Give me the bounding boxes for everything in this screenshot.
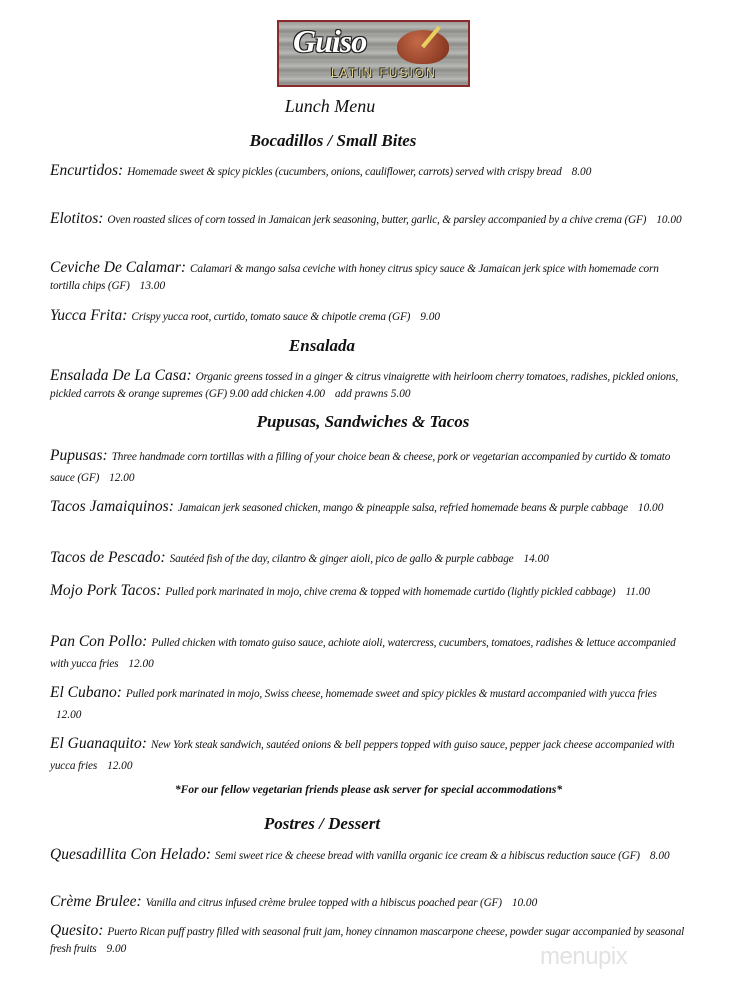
item-price: 8.00	[649, 850, 670, 862]
item-name: Tacos Jamaiquinos:	[50, 498, 174, 515]
item-description: Oven roasted slices of corn tossed in Jamaican jerk seasoning, butter, garlic, & parsley accompanied by a chive crema (GF)	[107, 214, 647, 226]
item-description: Semi sweet rice & cheese bread with vanilla organic ice cream & a hibiscus reduction sauce (GF)	[215, 850, 640, 862]
logo-script: Guiso	[293, 23, 367, 59]
item-price: 12.00	[107, 760, 133, 772]
section-heading: Ensalada	[288, 336, 356, 355]
item-description: Pulled pork marinated in mojo, Swiss cheese, homemade sweet and spicy pickles & mustard accompanied with yucca fries	[125, 688, 657, 700]
item-description: Pulled pork marinated in mojo, chive crema & topped with homemade curtido (lightly pickled cabbage)	[165, 586, 616, 598]
item-description: Sautéed fish of the day, cilantro & ginger aioli, pico de gallo & purple cabbage	[169, 553, 514, 565]
item-name: Ensalada De La Casa:	[50, 367, 192, 384]
item-name: Yucca Frita:	[50, 307, 128, 324]
item-price: 12.00	[109, 472, 135, 484]
menu-item	[50, 893, 688, 912]
item-description: Puerto Rican puff pastry filled with seasonal fruit jam, honey cinnamon mascarpone cheese, powder sugar accompanied by seasonal fresh fruits	[50, 926, 685, 955]
item-price: 8.00	[571, 166, 592, 178]
menu-item	[50, 209, 688, 230]
item-name: El Cubano:	[50, 684, 122, 701]
item-description: Jamaican jerk seasoned chicken, mango & pineapple salsa, refried homemade beans & purple cabbage	[177, 502, 628, 514]
menu-item	[50, 847, 688, 864]
item-description: Calamari & mango salsa ceviche with honey citrus spicy sauce & Jamaican jerk spice with homemade corn tortilla chips (GF)	[50, 263, 659, 292]
item-description: Pulled chicken with tomato guiso sauce, achiote aioli, watercress, cucumbers, tomatoes, radishes & lettuce accompanied with yucca fries	[50, 637, 676, 670]
item-name: Quesito:	[50, 922, 104, 939]
menu-item	[50, 734, 688, 776]
item-name: Ceviche De Calamar:	[50, 259, 187, 276]
logo-subtitle: LATIN FUSION	[331, 66, 437, 80]
item-name: Tacos de Pescado:	[50, 549, 166, 566]
item-description: Crispy yucca root, curtido, tomato sauce & chipotle crema (GF)	[131, 311, 411, 323]
item-price: add prawns 5.00	[334, 388, 411, 400]
item-price: 14.00	[523, 553, 549, 565]
item-price: 12.00	[128, 658, 154, 670]
item-name: Pan Con Pollo:	[50, 633, 148, 650]
item-price: 10.00	[656, 214, 682, 226]
menu-item	[50, 307, 688, 326]
menu-item	[50, 632, 688, 674]
menu-item	[50, 368, 688, 402]
menu-title: Lunch Menu	[284, 96, 376, 116]
item-name: Crème Brulee:	[50, 893, 142, 910]
item-price: 10.00	[637, 502, 664, 514]
item-name: Pupusas:	[50, 447, 108, 464]
menu-item	[50, 683, 688, 725]
section-heading: Bocadillos / Small Bites	[249, 131, 417, 150]
menu-item	[50, 260, 688, 294]
item-price: 9.00	[420, 311, 440, 323]
item-price: 10.00	[511, 897, 538, 909]
item-description: New York steak sandwich, sautéed onions & bell peppers topped with guiso sauce, pepper jack cheese accompanied with yucca fries	[50, 739, 675, 772]
item-description: Homemade sweet & spicy pickles (cucumbers, onions, cauliflower, carrots) served with crispy bread	[127, 166, 562, 178]
item-name: El Guanaquito:	[50, 735, 147, 752]
item-name: Quesadillita Con Helado:	[50, 846, 212, 863]
restaurant-logo	[277, 20, 470, 87]
menu-item	[50, 163, 688, 180]
item-price: 12.00	[56, 709, 82, 721]
section-heading: Pupusas, Sandwiches & Tacos	[256, 412, 470, 431]
item-price: 13.00	[139, 280, 166, 292]
section-heading: Postres / Dessert	[263, 814, 381, 833]
watermark: menupix	[540, 943, 628, 970]
item-description: Three handmade corn tortillas with a filling of your choice bean & cheese, pork or vegetarian accompanied by curtido & tomato sauce (GF)	[50, 451, 671, 484]
item-price: 11.00	[625, 586, 651, 598]
item-name: Mojo Pork Tacos:	[50, 582, 162, 599]
vegetarian-note: *For our fellow vegetarian friends please ask server for special accommodations*	[174, 784, 563, 796]
item-name: Elotitos:	[50, 210, 104, 227]
item-price: 9.00	[106, 943, 127, 955]
item-description: Vanilla and citrus infused crème brulee topped with a hibiscus poached pear (GF)	[145, 897, 502, 909]
menu-item	[50, 446, 688, 488]
menu-item	[50, 581, 688, 602]
item-description: Organic greens tossed in a ginger & citrus vinaigrette with heirloom cherry tomatoes, radishes, pickled onions, pickled carrots & orange supremes (GF) 9.00 add chicken 4.00	[50, 371, 679, 400]
menu-item	[50, 497, 688, 518]
item-name: Encurtidos:	[50, 162, 124, 179]
menu-item	[50, 549, 688, 568]
